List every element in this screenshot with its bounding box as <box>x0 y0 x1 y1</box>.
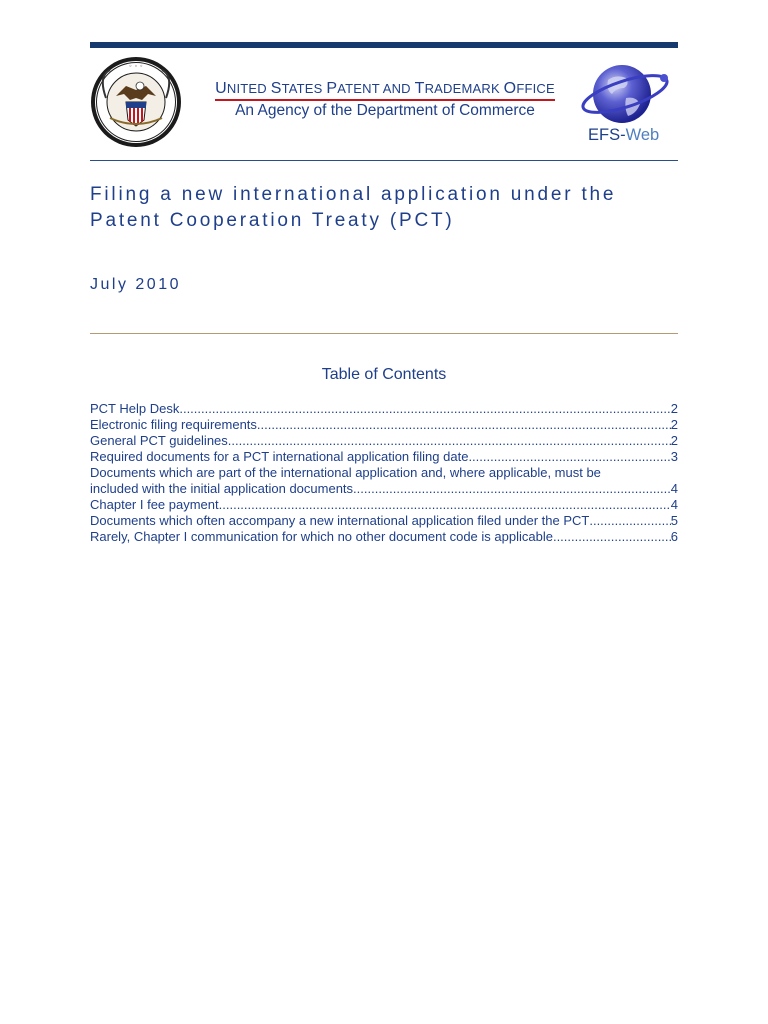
svg-text:◦ ◦ ◦: ◦ ◦ ◦ <box>128 63 144 70</box>
toc-page-number: 2 <box>670 433 678 448</box>
top-rule <box>90 42 678 48</box>
document-date: July 2010 <box>90 276 181 293</box>
section-divider <box>90 333 678 334</box>
toc-entry-accompanying-documents[interactable] <box>90 513 678 529</box>
toc-page-number: 4 <box>670 497 678 512</box>
agency-header <box>204 80 566 120</box>
toc-leader <box>257 417 671 433</box>
toc-entry-electronic-filing[interactable] <box>90 417 678 433</box>
header-divider <box>90 160 678 161</box>
toc-page-number: 6 <box>670 529 678 544</box>
toc-entry-pct-help-desk[interactable] <box>90 401 678 417</box>
toc-entry-text: Electronic filing requirements <box>90 417 257 432</box>
toc-leader <box>219 497 671 513</box>
toc-entry-text: Documents which often accompany a new international application filed under the PCT <box>90 513 590 528</box>
toc-leader <box>553 529 671 545</box>
agency-subtitle: An Agency of the Department of Commerce <box>235 102 535 119</box>
toc-entry-chapter-one-communication[interactable] <box>90 529 678 545</box>
toc-entry-application-documents[interactable] <box>90 465 678 497</box>
toc-entry-text: Chapter I fee payment <box>90 497 219 512</box>
toc-entry-text: Documents which are part of the international application and, where applicable, must be <box>90 465 601 480</box>
document-title-line-1: Filing a new international application under the <box>90 184 617 205</box>
document-title <box>90 182 690 234</box>
toc-leader <box>179 401 670 417</box>
toc-page-number: 2 <box>670 417 678 432</box>
toc-entry-required-documents[interactable] <box>90 449 678 465</box>
toc-entry-general-guidelines[interactable] <box>90 433 678 449</box>
toc-heading: Table of Contents <box>321 366 447 383</box>
toc-page-number: 4 <box>670 481 678 496</box>
toc-entry-text: General PCT guidelines <box>90 433 228 448</box>
agency-name: UNITED STATES PATENT AND TRADEMARK OFFICE <box>215 80 555 101</box>
efs-web-logo: EFS-Web <box>588 126 660 144</box>
toc-entry-text: PCT Help Desk <box>90 401 180 416</box>
toc-entry-fee-payment[interactable] <box>90 497 678 513</box>
toc-entry-text: Rarely, Chapter I communication for which no other document code is applicable <box>90 529 553 544</box>
toc-leader <box>228 433 671 449</box>
toc-page-number: 2 <box>670 401 678 416</box>
toc-entry-text-continued: included with the initial application documents <box>90 481 354 496</box>
toc-leader <box>589 513 670 529</box>
document-title-line-2: Patent Cooperation Treaty (PCT) <box>90 210 455 231</box>
toc-leader <box>468 449 670 465</box>
table-of-contents <box>90 401 678 545</box>
toc-entry-text: Required documents for a PCT international application filing date <box>90 449 469 464</box>
uspto-seal-icon <box>90 56 182 148</box>
toc-page-number: 5 <box>670 513 678 528</box>
toc-leader <box>353 481 671 497</box>
globe-icon <box>580 58 674 128</box>
toc-page-number: 3 <box>670 449 678 464</box>
